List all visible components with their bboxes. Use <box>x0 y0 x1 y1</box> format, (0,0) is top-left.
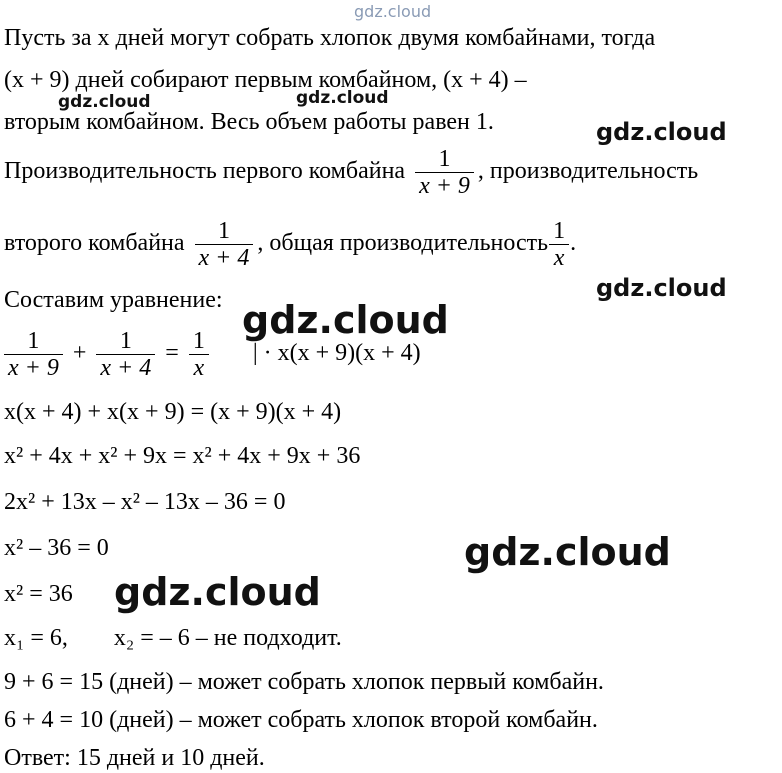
watermark: gdz.cloud <box>114 570 321 614</box>
eq-multiplier: | · x(x + 9)(x + 4) <box>252 340 421 367</box>
root-2: x₂ = – 6 – не подходит. <box>113 625 342 651</box>
text-line-3: вторым комбайном. Весь объем работы равен 1. <box>4 109 494 135</box>
watermark: gdz.cloud <box>296 88 389 108</box>
equation-line-1: x(x + 4) + x(x + 9) = (x + 9)(x + 4) <box>4 399 342 425</box>
equation-line-4: x² – 36 = 0 <box>4 535 109 561</box>
watermark: gdz.cloud <box>464 530 671 574</box>
eq-fraction-2: $\frac{1}{x + 4}$ <box>96 328 155 381</box>
text-line-5-start: второго комбайна <box>4 230 185 257</box>
calc-line-1: 9 + 6 = 15 (дней) – может собрать хлопок первый комбайн. <box>4 669 604 695</box>
fraction-1-over-x-plus-9: $\frac{1}{x + 9}$ <box>415 146 474 199</box>
text-line-5-end: . <box>570 230 577 257</box>
text-line-5-mid: , общая производительность <box>257 230 549 257</box>
eq-fraction-3: $\frac{1}{x}$ <box>189 328 209 381</box>
text-line-6: Составим уравнение: <box>4 287 223 313</box>
watermark: gdz.cloud <box>58 92 151 112</box>
fraction-1-over-x-plus-4: $\frac{1}{x + 4}$ <box>195 218 254 271</box>
equation-fractions: $\frac{1}{x + 9}$ + $\frac{1}{x + 4}$ = $\frac{1}{x}$ | · x(x + 9)(x + 4) <box>4 328 421 381</box>
watermark-top: gdz.cloud <box>354 2 432 21</box>
roots-line <box>4 624 342 652</box>
text-line-2: (x + 9) дней собирают первым комбайном, (x + 4) – <box>4 67 527 93</box>
watermark: gdz.cloud <box>596 274 727 302</box>
text-line-1: Пусть за x дней могут собрать хлопок двумя комбайнами, тогда <box>4 25 656 51</box>
equation-line-3: 2x² + 13x – x² – 13x – 36 = 0 <box>4 489 286 515</box>
answer-line: Ответ: 15 дней и 10 дней. <box>4 745 265 771</box>
text-line-5 <box>4 218 576 271</box>
text-line-4 <box>4 146 698 199</box>
root-1: x₁ = 6, <box>4 625 68 651</box>
equation-line-2: x² + 4x + x² + 9x = x² + 4x + 9x + 36 <box>4 443 361 469</box>
text-line-4-end: , производительность <box>477 158 699 185</box>
calc-line-2: 6 + 4 = 10 (дней) – может собрать хлопок второй комбайн. <box>4 707 598 733</box>
fraction-1-over-x: $\frac{1}{x}$ <box>549 218 569 271</box>
watermark: gdz.cloud <box>242 298 449 342</box>
equation-line-5: x² = 36 <box>4 581 73 607</box>
eq-fraction-1: $\frac{1}{x + 9}$ <box>4 328 63 381</box>
text-line-4-start: Производительность первого комбайна <box>4 158 406 185</box>
watermark: gdz.cloud <box>596 118 727 146</box>
